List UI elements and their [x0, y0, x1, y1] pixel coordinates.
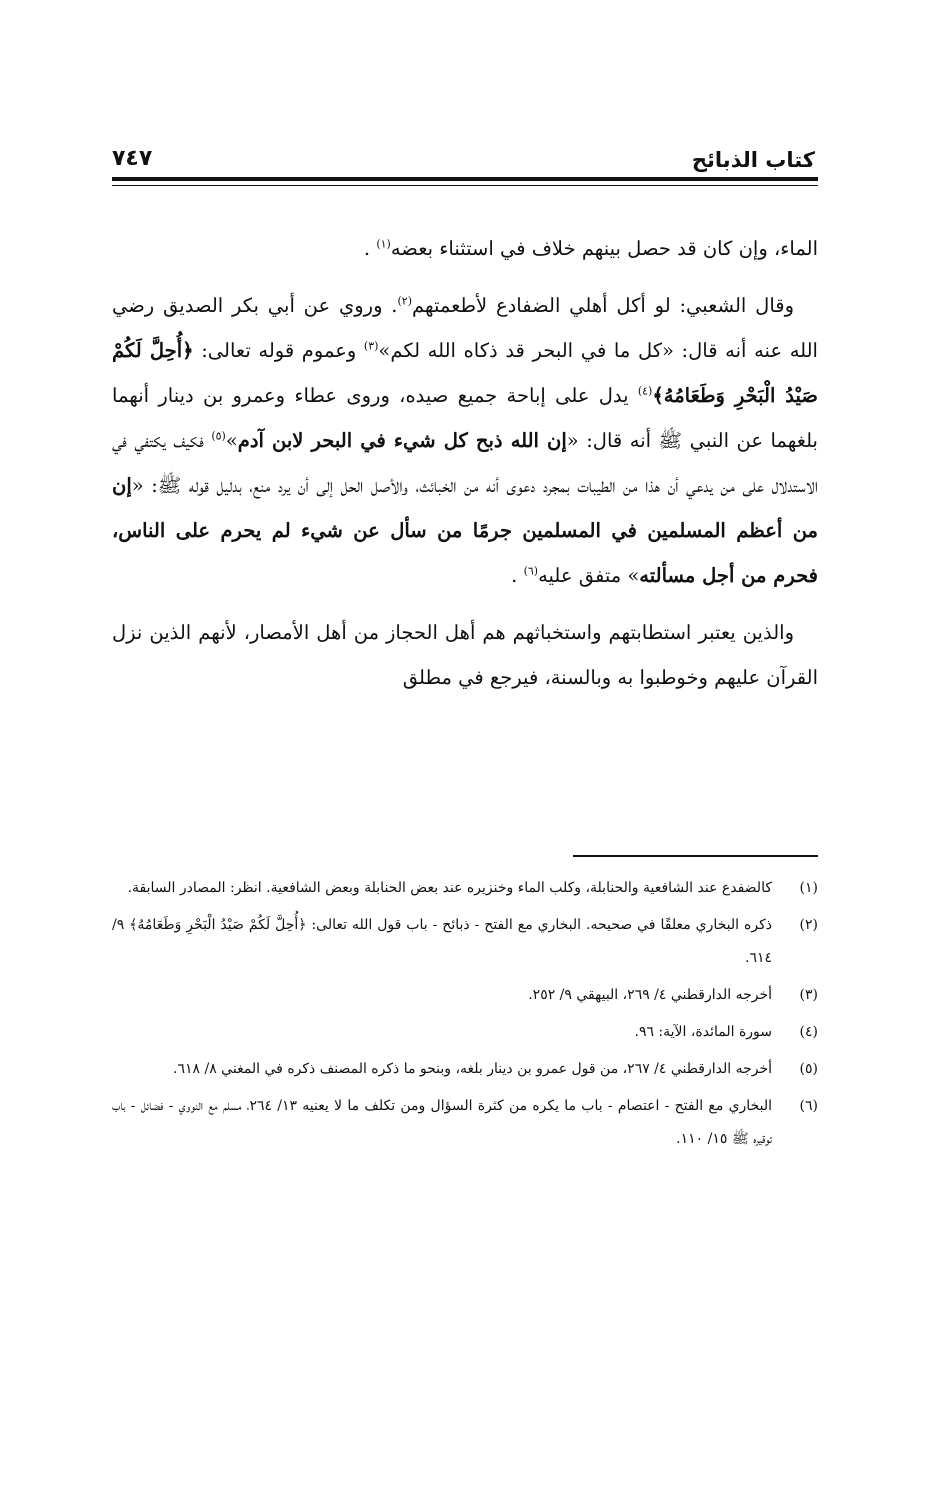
footnote-ref-2: (٢) — [397, 294, 412, 308]
footnote-number: (٣) — [799, 987, 818, 1003]
footnote-2: (٢) ذكره البخاري معلقًا في صحيحه. البخاري مع الفتح - ذبائح - باب قول الله تعالى: ﴿أُحِلَّ لَكُمْ صَيْدُ الْبَحْرِ وَطَعَامُهُ﴾ ٩/ ٦١٤. — [112, 909, 818, 975]
footnote-number: (٥) — [799, 1061, 818, 1077]
footnote-5: (٥) أخرجه الدارقطني ٤/ ٢٦٧، من قول عمرو بن دينار بلغه، وبنحو ما ذكره المصنف ذكره في المغني ٨/ ٦١٨. — [112, 1053, 818, 1086]
paragraph-3: والذين يعتبر استطابتهم واستخباثهم هم أهل الحجاز من أهل الأمصار، لأنهم الذين نزل القرآن عليهم وخوطبوا به وبالسنة، فيرجع في مطلق — [112, 621, 818, 689]
paragraph-2: وقال الشعبي: لو أكل أهلي الضفادع لأطعمتهم$^{(٢)}$. وروي عن أبي بكر الصديق رضي الله عنه أنه قال: «كل ما في البحر قد ذكاه الله لكم»$^{(٣)}$ وعموم قوله تعالى: ﴿أُحِلَّ لَكُمْ صَيْدُ الْبَحْرِ وَطَعَامُهُ﴾$^{(٤)}$ يدل على إباحة جميع صيده، وروى عطاء وعمرو بن دينار أنهما بلغهما عن النبي ﷺ أنه قال: «إن الله ذبح كل شيء في البحر لابن آدم»$^{(٥)}$ فكيف يكتفي في الاستدلال على من يدعي أن هذا من الطيبات بمجرد دعوى أنه من الخبائث، والأصل الحل إلى أن يرد منع، بدليل قوله ﷺ: «إن من أعظم المسلمين في المسلمين جرمًا من سأل عن شيء لم يحرم على الناس، فحرم من أجل مسألته» متفق عليه$^{(٦)}$ . — [112, 294, 818, 587]
footnote-number: (٤) — [799, 1024, 818, 1040]
footnote-ref-1: (١) — [376, 237, 391, 251]
header-rule-thin — [112, 185, 818, 186]
header-rule-thick — [112, 177, 818, 181]
footnotes — [112, 872, 818, 1160]
hadith-text-1: إن الله ذبح كل شيء في البحر لابن آدم — [237, 429, 567, 452]
paragraph-1: الماء، وإن كان قد حصل بينهم خلاف في استثناء بعضه$^{(١)}$ . — [363, 237, 818, 260]
footnote-ref-4: (٤) — [637, 384, 653, 398]
footnote-ref-3: (٣) — [363, 339, 379, 353]
footnote-ref-6: (٦) — [523, 564, 539, 578]
footnote-number: (٦) — [799, 1098, 818, 1114]
footnote-number: (٢) — [799, 917, 818, 933]
footnote-4: (٤) سورة المائدة، الآية: ٩٦. — [112, 1016, 818, 1049]
footnote-3: (٣) أخرجه الدارقطني ٤/ ٢٦٩، البيهقي ٩/ ٢٥٢. — [112, 979, 818, 1012]
hadith-text-2: إن من أعظم المسلمين في المسلمين جرمًا من سأل عن شيء لم يحرم على الناس، فحرم من أجل مسألته — [112, 474, 818, 587]
footnote-number: (١) — [799, 880, 818, 896]
footnote-6: (٦) البخاري مع الفتح - اعتصام - باب ما يكره من كثرة السؤال ومن تكلف ما لا يعنيه ١٣/ ٢٦٤، مسلم مع النووي - فضائل - باب توقيره ﷺ ١٥/ ١١٠. — [112, 1090, 818, 1156]
footnote-separator — [573, 855, 818, 857]
running-title: كتاب الذبائح — [691, 148, 815, 172]
page-number: ٧٤٧ — [112, 146, 153, 171]
quran-verse: ﴿أُحِلَّ لَكُمْ صَيْدُ الْبَحْرِ وَطَعَامُهُ﴾ — [112, 339, 818, 407]
footnote-1: (١) كالضفدع عند الشافعية والحنابلة، وكلب الماء وخنزيره عند بعض الحنابلة وبعض الشافعية. انظر: المصادر السابقة. — [112, 872, 818, 905]
footnote-ref-5: (٥) — [211, 429, 226, 443]
main-text — [112, 226, 818, 700]
